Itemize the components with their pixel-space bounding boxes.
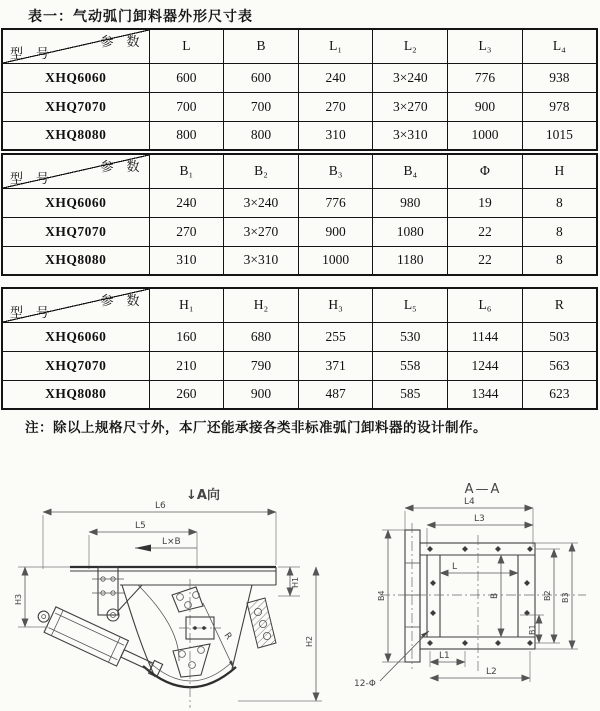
column-header: L₆: [448, 288, 523, 322]
value-cell: 1180: [373, 246, 448, 275]
value-cell: 900: [298, 217, 373, 246]
value-cell: 3×270: [373, 92, 448, 121]
model-cell: XHQ7070: [2, 92, 149, 121]
value-cell: 530: [373, 322, 448, 351]
table-row: [2, 380, 597, 409]
value-cell: 600: [149, 63, 224, 92]
diagonal-header-cell: [2, 288, 149, 322]
corner-model-label: 型 号: [10, 304, 50, 320]
value-cell: 680: [224, 322, 299, 351]
value-cell: 260: [149, 380, 224, 409]
diagonal-header-cell: [2, 29, 149, 63]
value-cell: 160: [149, 322, 224, 351]
table-row: [2, 246, 597, 275]
value-cell: 22: [448, 246, 523, 275]
model-cell: XHQ8080: [2, 380, 149, 409]
value-cell: 8: [522, 246, 597, 275]
dim-label-h2: H2: [305, 635, 314, 647]
dim-label-l: L: [452, 562, 458, 572]
value-cell: 3×270: [224, 217, 299, 246]
value-cell: 3×310: [373, 121, 448, 150]
model-cell: XHQ8080: [2, 246, 149, 275]
column-header: B₁: [149, 154, 224, 188]
value-cell: 3×240: [224, 188, 299, 217]
corner-model-label: 型 号: [10, 170, 50, 186]
value-cell: 1000: [298, 246, 373, 275]
view-direction-label: ↓A向: [186, 488, 220, 503]
value-cell: 900: [224, 380, 299, 409]
value-cell: 978: [522, 92, 597, 121]
dim-label-b1: B1: [528, 624, 537, 635]
dim-label-l5: L5: [135, 521, 146, 531]
column-header: L: [149, 29, 224, 63]
value-cell: 1015: [522, 121, 597, 150]
corner-param-label: 参 数: [100, 293, 140, 308]
value-cell: 240: [149, 188, 224, 217]
value-cell: 563: [522, 351, 597, 380]
value-cell: 8: [522, 217, 597, 246]
value-cell: 623: [522, 380, 597, 409]
value-cell: 270: [149, 217, 224, 246]
value-cell: 503: [522, 322, 597, 351]
value-cell: 310: [149, 246, 224, 275]
value-cell: 255: [298, 322, 373, 351]
value-cell: 270: [298, 92, 373, 121]
value-cell: 1080: [373, 217, 448, 246]
column-header: B₃: [298, 154, 373, 188]
value-cell: 487: [298, 380, 373, 409]
value-cell: 371: [298, 351, 373, 380]
page-title: 表一：气动弧门卸料器外形尺寸表: [28, 10, 253, 25]
column-header: L₄: [522, 29, 597, 63]
dim-label-h3: H3: [14, 593, 23, 605]
model-cell: XHQ6060: [2, 322, 149, 351]
value-cell: 700: [224, 92, 299, 121]
technical-drawings: [0, 455, 600, 711]
table-row: [2, 322, 597, 351]
pneumatic-cylinder: [33, 602, 166, 684]
value-cell: 776: [448, 63, 523, 92]
value-cell: 1344: [448, 380, 523, 409]
column-header: L₂: [373, 29, 448, 63]
value-cell: 3×310: [224, 246, 299, 275]
table-row: [2, 188, 597, 217]
dim-label-r: R: [221, 630, 234, 642]
value-cell: 938: [522, 63, 597, 92]
dim-label-l6: L6: [155, 501, 166, 511]
value-cell: 210: [149, 351, 224, 380]
column-header: H₂: [224, 288, 299, 322]
value-cell: 240: [298, 63, 373, 92]
column-header: L₁: [298, 29, 373, 63]
value-cell: 1000: [448, 121, 523, 150]
value-cell: 800: [224, 121, 299, 150]
section-label: A—A: [464, 482, 502, 497]
column-header: R: [522, 288, 597, 322]
column-header: L₅: [373, 288, 448, 322]
dim-label-b4: B4: [377, 590, 386, 601]
side-view-drawing: [0, 455, 340, 711]
model-cell: XHQ7070: [2, 217, 149, 246]
value-cell: 22: [448, 217, 523, 246]
column-header: B₂: [224, 154, 299, 188]
bolt-holes: [427, 546, 533, 646]
value-cell: 19: [448, 188, 523, 217]
dimension-table-2: [1, 153, 598, 276]
hole-callout-label: 12-Φ: [354, 679, 376, 689]
corner-param-label: 参 数: [100, 34, 140, 49]
model-cell: XHQ7070: [2, 351, 149, 380]
value-cell: 310: [298, 121, 373, 150]
value-cell: 790: [224, 351, 299, 380]
model-cell: XHQ8080: [2, 121, 149, 150]
model-cell: XHQ6060: [2, 63, 149, 92]
footnote: 注：除以上规格尺寸外，本厂还能承接各类非标准弧门卸料器的设计制作。: [25, 420, 487, 435]
column-header: B₄: [373, 154, 448, 188]
value-cell: 1244: [448, 351, 523, 380]
column-header: Φ: [448, 154, 523, 188]
column-header: L₃: [448, 29, 523, 63]
value-cell: 800: [149, 121, 224, 150]
header-row: [2, 29, 597, 63]
dim-label-l1: L1: [439, 651, 450, 661]
dimension-table-1: [1, 28, 598, 151]
value-cell: 980: [373, 188, 448, 217]
diagonal-header-cell: [2, 154, 149, 188]
value-cell: 700: [149, 92, 224, 121]
dim-label-b2: B2: [543, 590, 552, 601]
value-cell: 558: [373, 351, 448, 380]
column-header: H₁: [149, 288, 224, 322]
value-cell: 1144: [448, 322, 523, 351]
value-cell: 600: [224, 63, 299, 92]
value-cell: 900: [448, 92, 523, 121]
header-row: [2, 288, 597, 322]
dim-label-l4: L4: [464, 497, 475, 507]
dimension-table-3: [1, 287, 598, 410]
dim-label-l3: L3: [474, 514, 485, 524]
table-row: [2, 351, 597, 380]
dim-label-b: B: [490, 592, 500, 599]
column-header: H: [522, 154, 597, 188]
model-cell: XHQ6060: [2, 188, 149, 217]
table-row: [2, 217, 597, 246]
dim-label-h1: H1: [291, 576, 300, 588]
column-header: H₃: [298, 288, 373, 322]
table-row: [2, 121, 597, 150]
value-cell: 776: [298, 188, 373, 217]
column-header: B: [224, 29, 299, 63]
value-cell: 8: [522, 188, 597, 217]
corner-model-label: 型 号: [10, 45, 50, 61]
value-cell: 585: [373, 380, 448, 409]
dim-label-b3: B3: [561, 592, 570, 603]
table-row: [2, 92, 597, 121]
table-row: [2, 63, 597, 92]
dim-label-lxb: L×B: [162, 537, 181, 547]
dim-label-l2: L2: [486, 667, 497, 677]
value-cell: 3×240: [373, 63, 448, 92]
corner-param-label: 参 数: [100, 159, 140, 174]
section-view-drawing: [340, 455, 600, 711]
header-row: [2, 154, 597, 188]
